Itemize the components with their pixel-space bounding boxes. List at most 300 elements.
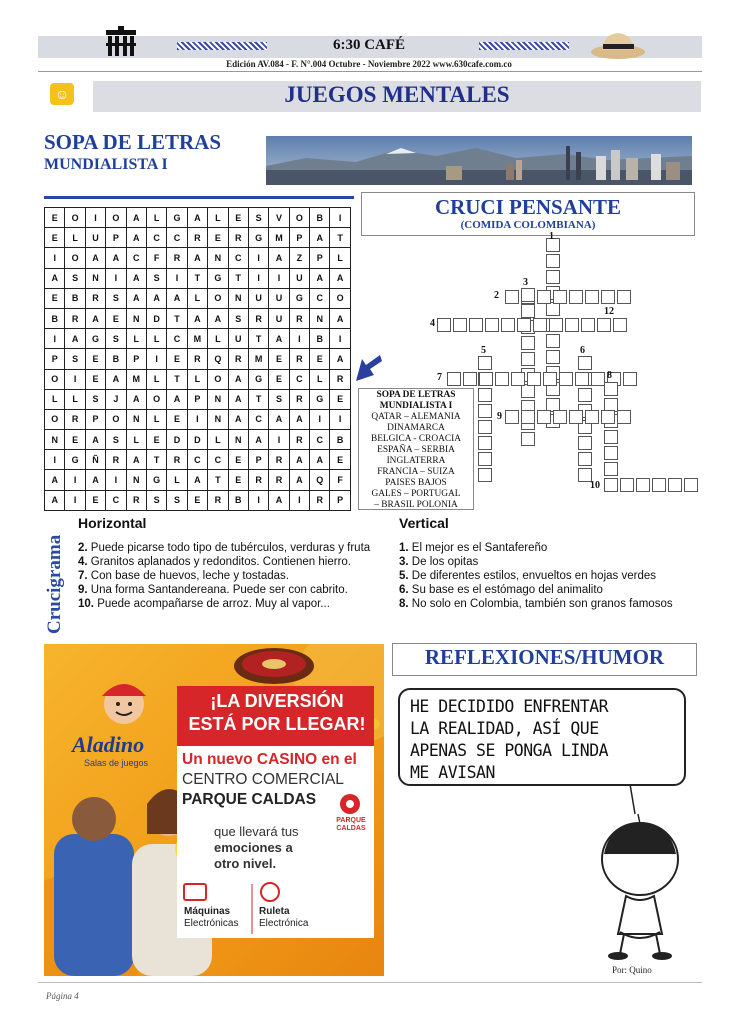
wordsearch-cell[interactable]: B: [310, 329, 330, 349]
wordsearch-cell[interactable]: A: [310, 450, 330, 470]
wordsearch-cell[interactable]: B: [45, 308, 65, 328]
wordsearch-cell[interactable]: S: [146, 268, 166, 288]
wordsearch-cell[interactable]: E: [228, 208, 248, 228]
wordsearch-cell[interactable]: L: [310, 369, 330, 389]
wordsearch-cell[interactable]: G: [248, 228, 268, 248]
wordsearch-cell[interactable]: E: [65, 430, 85, 450]
wordsearch-cell[interactable]: A: [167, 288, 187, 308]
crossword-cell[interactable]: [478, 436, 492, 450]
wordsearch-cell[interactable]: A: [330, 349, 350, 369]
crossword-cell[interactable]: [636, 478, 650, 492]
wordsearch-cell[interactable]: I: [289, 329, 309, 349]
wordsearch-cell[interactable]: L: [146, 208, 166, 228]
wordsearch-cell[interactable]: C: [126, 248, 146, 268]
wordsearch-cell[interactable]: C: [228, 248, 248, 268]
crossword-cell[interactable]: [463, 372, 477, 386]
wordsearch-cell[interactable]: R: [269, 470, 289, 490]
wordsearch-cell[interactable]: N: [228, 430, 248, 450]
wordsearch-cell[interactable]: F: [146, 248, 166, 268]
wordsearch-cell[interactable]: A: [208, 308, 228, 328]
wordsearch-cell[interactable]: A: [126, 288, 146, 308]
crossword-cell[interactable]: [578, 452, 592, 466]
wordsearch-cell[interactable]: N: [45, 430, 65, 450]
crossword-cell[interactable]: [613, 318, 627, 332]
wordsearch-cell[interactable]: C: [167, 329, 187, 349]
crossword-cell[interactable]: [601, 290, 615, 304]
wordsearch-cell[interactable]: N: [126, 308, 146, 328]
wordsearch-cell[interactable]: A: [269, 329, 289, 349]
wordsearch-cell[interactable]: F: [330, 470, 350, 490]
wordsearch-cell[interactable]: R: [167, 450, 187, 470]
crossword-cell[interactable]: [578, 356, 592, 370]
wordsearch-cell[interactable]: G: [167, 208, 187, 228]
wordsearch-cell[interactable]: A: [310, 268, 330, 288]
wordsearch-cell[interactable]: D: [187, 430, 207, 450]
wordsearch-cell[interactable]: T: [187, 268, 207, 288]
crossword-cell[interactable]: [521, 410, 535, 424]
crossword-cell[interactable]: [575, 372, 589, 386]
wordsearch-cell[interactable]: I: [330, 329, 350, 349]
crossword-cell[interactable]: [559, 372, 573, 386]
wordsearch-cell[interactable]: T: [228, 268, 248, 288]
wordsearch-cell[interactable]: S: [269, 389, 289, 409]
wordsearch-cell[interactable]: E: [106, 308, 126, 328]
wordsearch-cell[interactable]: Z: [289, 248, 309, 268]
wordsearch-cell[interactable]: I: [330, 208, 350, 228]
wordsearch-cell[interactable]: S: [106, 430, 126, 450]
wordsearch-cell[interactable]: E: [45, 228, 65, 248]
crossword-cell[interactable]: [597, 318, 611, 332]
wordsearch-cell[interactable]: N: [208, 409, 228, 429]
crossword-cell[interactable]: [604, 446, 618, 460]
wordsearch-cell[interactable]: L: [146, 409, 166, 429]
wordsearch-cell[interactable]: V: [269, 208, 289, 228]
crossword-cell[interactable]: [478, 468, 492, 482]
wordsearch-cell[interactable]: L: [187, 288, 207, 308]
wordsearch-cell[interactable]: A: [106, 369, 126, 389]
wordsearch-cell[interactable]: A: [248, 430, 268, 450]
wordsearch-cell[interactable]: N: [208, 248, 228, 268]
wordsearch-cell[interactable]: S: [167, 490, 187, 510]
wordsearch-cell[interactable]: I: [146, 349, 166, 369]
wordsearch-cell[interactable]: A: [289, 409, 309, 429]
crossword-cell[interactable]: [569, 290, 583, 304]
wordsearch-cell[interactable]: R: [187, 349, 207, 369]
wordsearch-cell[interactable]: N: [85, 268, 105, 288]
wordsearch-cell[interactable]: R: [187, 228, 207, 248]
crossword-cell[interactable]: [553, 410, 567, 424]
crossword-cell[interactable]: [549, 318, 563, 332]
wordsearch-cell[interactable]: R: [289, 308, 309, 328]
wordsearch-cell[interactable]: A: [126, 228, 146, 248]
crossword-cell[interactable]: [668, 478, 682, 492]
wordsearch-cell[interactable]: E: [85, 369, 105, 389]
wordsearch-cell[interactable]: G: [146, 470, 166, 490]
wordsearch-cell[interactable]: B: [330, 430, 350, 450]
wordsearch-cell[interactable]: T: [146, 450, 166, 470]
wordsearch-cell[interactable]: P: [85, 409, 105, 429]
wordsearch-cell[interactable]: R: [248, 308, 268, 328]
wordsearch-cell[interactable]: E: [330, 450, 350, 470]
crossword-cell[interactable]: [546, 334, 560, 348]
wordsearch-cell[interactable]: L: [187, 369, 207, 389]
crossword-cell[interactable]: [591, 372, 605, 386]
wordsearch-cell[interactable]: E: [269, 349, 289, 369]
wordsearch-cell[interactable]: E: [228, 470, 248, 490]
wordsearch-cell[interactable]: R: [269, 450, 289, 470]
wordsearch-cell[interactable]: E: [85, 490, 105, 510]
wordsearch-cell[interactable]: T: [248, 389, 268, 409]
wordsearch-cell[interactable]: I: [45, 329, 65, 349]
word-list-item: PAISES BAJOS: [385, 478, 447, 488]
wordsearch-cell[interactable]: G: [289, 288, 309, 308]
crossword-cell[interactable]: [601, 410, 615, 424]
crossword-cell[interactable]: [521, 304, 535, 318]
wordsearch-cell[interactable]: U: [289, 268, 309, 288]
crossword-cell[interactable]: [478, 420, 492, 434]
wordsearch-cell[interactable]: R: [248, 470, 268, 490]
wordsearch-cell[interactable]: P: [106, 228, 126, 248]
wordsearch-cell[interactable]: M: [269, 228, 289, 248]
wordsearch-cell[interactable]: I: [248, 248, 268, 268]
wordsearch-cell[interactable]: A: [330, 268, 350, 288]
wordsearch-cell[interactable]: R: [310, 490, 330, 510]
wordsearch-cell[interactable]: R: [289, 349, 309, 369]
wordsearch-cell[interactable]: I: [65, 470, 85, 490]
crossword-cell[interactable]: [604, 478, 618, 492]
wordsearch-cell[interactable]: I: [269, 268, 289, 288]
wordsearch-cell[interactable]: N: [126, 470, 146, 490]
wordsearch-cell[interactable]: O: [330, 288, 350, 308]
wordsearch-cell[interactable]: O: [208, 288, 228, 308]
wordsearch-cell[interactable]: A: [289, 470, 309, 490]
wordsearch-cell[interactable]: S: [85, 389, 105, 409]
wordsearch-cell[interactable]: J: [106, 389, 126, 409]
crossword-cell[interactable]: [437, 318, 451, 332]
wordsearch-cell[interactable]: P: [45, 349, 65, 369]
wordsearch-cell[interactable]: L: [146, 329, 166, 349]
wordsearch-cell[interactable]: E: [187, 490, 207, 510]
wordsearch-cell[interactable]: L: [65, 389, 85, 409]
crossword-cell[interactable]: [469, 318, 483, 332]
wordsearch-cell[interactable]: S: [248, 208, 268, 228]
wordsearch-cell[interactable]: E: [167, 349, 187, 369]
wordsearch-cell[interactable]: E: [146, 430, 166, 450]
wordsearch-cell[interactable]: U: [269, 308, 289, 328]
wordsearch-cell[interactable]: O: [289, 208, 309, 228]
wordsearch-cell[interactable]: D: [167, 430, 187, 450]
wordsearch-cell[interactable]: R: [228, 349, 248, 369]
wordsearch-cell[interactable]: S: [106, 288, 126, 308]
wordsearch-cell[interactable]: R: [330, 369, 350, 389]
wordsearch-cell[interactable]: S: [65, 349, 85, 369]
crossword-cell[interactable]: [517, 318, 531, 332]
wordsearch-cell[interactable]: L: [65, 228, 85, 248]
wordsearch-cell[interactable]: B: [228, 490, 248, 510]
crossword-cell[interactable]: [620, 478, 634, 492]
wordsearch-cell[interactable]: A: [85, 470, 105, 490]
wordsearch-cell[interactable]: S: [65, 268, 85, 288]
wordsearch-cell[interactable]: G: [65, 450, 85, 470]
wordsearch-cell[interactable]: A: [85, 308, 105, 328]
crossword-cell[interactable]: [485, 318, 499, 332]
wordsearch-cell[interactable]: N: [310, 308, 330, 328]
wordsearch-cell[interactable]: S: [106, 329, 126, 349]
wordsearch-cell[interactable]: E: [330, 389, 350, 409]
wordsearch-cell[interactable]: B: [310, 208, 330, 228]
wordsearch-cell[interactable]: L: [330, 248, 350, 268]
wordsearch-cell[interactable]: N: [126, 409, 146, 429]
wordsearch-cell[interactable]: A: [85, 430, 105, 450]
wordsearch-cell[interactable]: E: [45, 208, 65, 228]
wordsearch-cell[interactable]: O: [106, 208, 126, 228]
wordsearch-cell[interactable]: A: [228, 409, 248, 429]
wordsearch-cell[interactable]: L: [45, 389, 65, 409]
crossword-cell[interactable]: [585, 410, 599, 424]
wordsearch-cell[interactable]: A: [126, 268, 146, 288]
wordsearch-cell[interactable]: I: [65, 369, 85, 389]
wordsearch-cell[interactable]: T: [167, 369, 187, 389]
wordsearch-cell[interactable]: Q: [310, 470, 330, 490]
crossword-cell[interactable]: [537, 410, 551, 424]
wordsearch-cell[interactable]: A: [228, 369, 248, 389]
wordsearch-cell[interactable]: A: [167, 389, 187, 409]
wordsearch-cell[interactable]: I: [187, 409, 207, 429]
crossword-cell[interactable]: [546, 270, 560, 284]
wordsearch-cell[interactable]: I: [248, 268, 268, 288]
crossword-cell[interactable]: [478, 356, 492, 370]
wordsearch-cell[interactable]: C: [310, 430, 330, 450]
crossword-cell[interactable]: [604, 462, 618, 476]
wordsearch-cell[interactable]: U: [228, 329, 248, 349]
crossword-cell[interactable]: [521, 384, 535, 398]
wordsearch-cell[interactable]: A: [330, 308, 350, 328]
wordsearch-cell[interactable]: P: [330, 490, 350, 510]
wordsearch-cell[interactable]: G: [310, 389, 330, 409]
wordsearch-cell[interactable]: M: [248, 349, 268, 369]
crossword-cell[interactable]: [604, 382, 618, 396]
wordsearch-cell[interactable]: A: [45, 490, 65, 510]
crossword-cell[interactable]: [581, 318, 595, 332]
wordsearch-cell[interactable]: N: [228, 288, 248, 308]
wordsearch-cell[interactable]: L: [126, 329, 146, 349]
crossword-cell[interactable]: [546, 350, 560, 364]
wordsearch-cell[interactable]: M: [126, 369, 146, 389]
crossword-cell[interactable]: [623, 372, 637, 386]
wordsearch-cell[interactable]: A: [269, 409, 289, 429]
wordsearch-cell[interactable]: A: [126, 450, 146, 470]
crossword-cell[interactable]: [521, 352, 535, 366]
wordsearch-cell[interactable]: E: [45, 288, 65, 308]
wordsearch-cell[interactable]: A: [146, 288, 166, 308]
crossword-cell[interactable]: [617, 410, 631, 424]
wordsearch-cell[interactable]: A: [228, 389, 248, 409]
wordsearch-cell[interactable]: E: [167, 409, 187, 429]
wordsearch-cell[interactable]: P: [289, 228, 309, 248]
wordsearch-cell[interactable]: I: [167, 268, 187, 288]
wordsearch-cell[interactable]: I: [45, 450, 65, 470]
wordsearch-cell[interactable]: R: [106, 450, 126, 470]
wordsearch-cell[interactable]: D: [146, 308, 166, 328]
wordsearch-cell[interactable]: G: [208, 268, 228, 288]
wordsearch-cell[interactable]: I: [106, 268, 126, 288]
crossword-cell[interactable]: [521, 336, 535, 350]
wordsearch-cell[interactable]: L: [208, 430, 228, 450]
wordsearch-cell[interactable]: I: [65, 490, 85, 510]
wordsearch-cell[interactable]: A: [187, 470, 207, 490]
crossword-cell[interactable]: [505, 410, 519, 424]
wordsearch-cell[interactable]: I: [330, 409, 350, 429]
wordsearch-cell[interactable]: C: [146, 228, 166, 248]
crossword-cell[interactable]: [684, 478, 698, 492]
wordsearch-cell[interactable]: C: [248, 409, 268, 429]
crossword-cell[interactable]: [478, 452, 492, 466]
wordsearch-cell[interactable]: C: [289, 369, 309, 389]
wordsearch-cell[interactable]: U: [85, 228, 105, 248]
wordsearch-cell[interactable]: T: [330, 228, 350, 248]
wordsearch-cell[interactable]: U: [248, 288, 268, 308]
wordsearch-cell[interactable]: R: [65, 409, 85, 429]
wordsearch-cell[interactable]: E: [310, 349, 330, 369]
wordsearch-cell[interactable]: L: [208, 208, 228, 228]
wordsearch-cell[interactable]: C: [187, 450, 207, 470]
casino-advertisement[interactable]: [44, 644, 384, 976]
crossword-cell[interactable]: [569, 410, 583, 424]
wordsearch-cell[interactable]: O: [106, 409, 126, 429]
crossword-cell[interactable]: [578, 436, 592, 450]
wordsearch-cell[interactable]: T: [248, 329, 268, 349]
crossword-cell[interactable]: [578, 388, 592, 402]
crossword-cell[interactable]: [511, 372, 525, 386]
wordsearch-cell[interactable]: R: [289, 389, 309, 409]
wordsearch-cell[interactable]: E: [208, 228, 228, 248]
wordsearch-cell[interactable]: I: [289, 490, 309, 510]
wordsearch-cell[interactable]: L: [146, 369, 166, 389]
crossword-cell[interactable]: [585, 290, 599, 304]
wordsearch-cell[interactable]: C: [167, 228, 187, 248]
wordsearch-cell[interactable]: O: [45, 409, 65, 429]
wordsearch-cell[interactable]: M: [187, 329, 207, 349]
wordsearch-cell[interactable]: O: [65, 208, 85, 228]
crossword-cell[interactable]: [533, 318, 547, 332]
wordsearch-cell[interactable]: L: [208, 329, 228, 349]
wordsearch-cell[interactable]: I: [269, 430, 289, 450]
wordsearch-cell[interactable]: A: [65, 329, 85, 349]
wordsearch-cell[interactable]: A: [187, 208, 207, 228]
wordsearch-cell[interactable]: O: [208, 369, 228, 389]
wordsearch-cell[interactable]: T: [208, 470, 228, 490]
crossword-cell[interactable]: [543, 372, 557, 386]
wordsearch-cell[interactable]: R: [289, 430, 309, 450]
wordsearch-cell[interactable]: A: [45, 470, 65, 490]
wordsearch-cell[interactable]: L: [167, 470, 187, 490]
wordsearch-cell[interactable]: R: [65, 308, 85, 328]
wordsearch-cell[interactable]: O: [45, 369, 65, 389]
clue-horizontal: 4. Granitos aplanados y redonditos. Contienen hierro.: [78, 556, 351, 568]
wordsearch-cell[interactable]: R: [126, 490, 146, 510]
crossword-cell[interactable]: [501, 318, 515, 332]
wordsearch-cell[interactable]: A: [45, 268, 65, 288]
crossword-cell[interactable]: [546, 254, 560, 268]
wordsearch-cell[interactable]: G: [85, 329, 105, 349]
crossword-cell[interactable]: [453, 318, 467, 332]
wordsearch-row: [45, 248, 351, 268]
wordsearch-cell[interactable]: C: [310, 288, 330, 308]
wordsearch-cell[interactable]: I: [310, 409, 330, 429]
wordsearch-cell[interactable]: R: [208, 490, 228, 510]
wordsearch-cell[interactable]: A: [85, 248, 105, 268]
wordsearch-cell[interactable]: A: [126, 389, 146, 409]
clue-vertical: 5. De diferentes estilos, envueltos en hojas verdes: [399, 570, 656, 582]
wordsearch-cell[interactable]: R: [228, 228, 248, 248]
wordsearch-cell[interactable]: L: [126, 430, 146, 450]
crossword-cell[interactable]: [604, 430, 618, 444]
crossword-cell[interactable]: [617, 290, 631, 304]
crossword-cell[interactable]: [478, 404, 492, 418]
wordsearch-cell[interactable]: A: [310, 228, 330, 248]
wordsearch-cell[interactable]: A: [269, 490, 289, 510]
crossword-cell[interactable]: [521, 288, 535, 302]
wordsearch-cell[interactable]: S: [228, 308, 248, 328]
wordsearch-cell[interactable]: A: [126, 208, 146, 228]
wordsearch-cell[interactable]: S: [146, 490, 166, 510]
wordsearch-cell[interactable]: E: [85, 349, 105, 369]
crossword-cell[interactable]: [537, 290, 551, 304]
wordsearch-cell[interactable]: A: [269, 248, 289, 268]
wordsearch-cell[interactable]: R: [85, 288, 105, 308]
wordsearch-cell[interactable]: I: [85, 208, 105, 228]
wordsearch-cell[interactable]: A: [289, 450, 309, 470]
crossword-cell[interactable]: [527, 372, 541, 386]
crossword-cell[interactable]: [505, 290, 519, 304]
wordsearch-cell[interactable]: O: [146, 389, 166, 409]
crossword-cell[interactable]: [495, 372, 509, 386]
wordsearch-cell[interactable]: P: [248, 450, 268, 470]
crossword-cell[interactable]: [478, 388, 492, 402]
wordsearch-cell[interactable]: Q: [208, 349, 228, 369]
wordsearch-cell[interactable]: B: [65, 288, 85, 308]
crossword-cell[interactable]: [546, 302, 560, 316]
wordsearch-cell[interactable]: C: [106, 490, 126, 510]
crossword-cell[interactable]: [521, 432, 535, 446]
wordsearch-cell[interactable]: E: [228, 450, 248, 470]
wordsearch-cell[interactable]: P: [126, 349, 146, 369]
wordsearch-cell[interactable]: A: [187, 248, 207, 268]
crossword-cell[interactable]: [553, 290, 567, 304]
wordsearch-cell[interactable]: U: [269, 288, 289, 308]
wordsearch-cell[interactable]: P: [187, 389, 207, 409]
crossword-cell[interactable]: [447, 372, 461, 386]
wordsearch-cell[interactable]: E: [269, 369, 289, 389]
wordsearch-cell[interactable]: Ñ: [85, 450, 105, 470]
wordsearch-cell[interactable]: I: [45, 248, 65, 268]
wordsearch-cell[interactable]: A: [187, 308, 207, 328]
crossword-cell[interactable]: [479, 372, 493, 386]
wordsearch-cell[interactable]: O: [65, 248, 85, 268]
crossword-cell[interactable]: [565, 318, 579, 332]
wordsearch-cell[interactable]: B: [106, 349, 126, 369]
wordsearch-cell[interactable]: R: [167, 248, 187, 268]
wordsearch-cell[interactable]: I: [106, 470, 126, 490]
wordsearch-cell[interactable]: T: [167, 308, 187, 328]
wordsearch-cell[interactable]: I: [248, 490, 268, 510]
wordsearch-cell[interactable]: A: [106, 248, 126, 268]
wordsearch-cell[interactable]: C: [208, 450, 228, 470]
wordsearch-cell[interactable]: N: [208, 389, 228, 409]
wordsearch-cell[interactable]: P: [310, 248, 330, 268]
crossword-cell[interactable]: [652, 478, 666, 492]
wordsearch-cell[interactable]: G: [248, 369, 268, 389]
